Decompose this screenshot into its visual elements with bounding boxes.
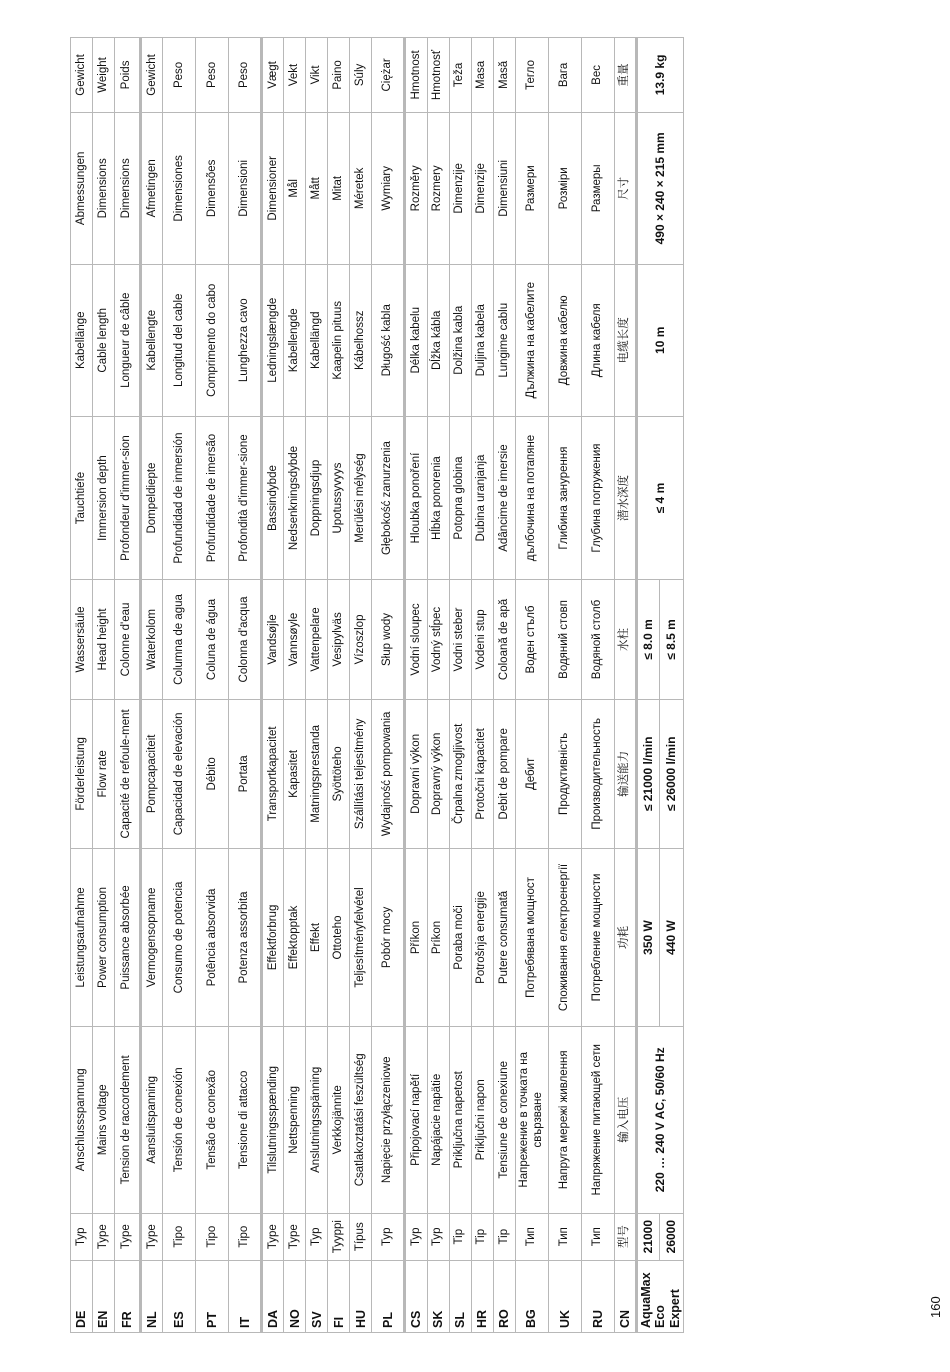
cell-weight: Ciężar [372, 38, 405, 113]
cell-lang: DA [262, 1260, 284, 1332]
cell-dimensions: Afmetingen [141, 112, 163, 264]
table-row [493, 38, 515, 1333]
cell-lang: CN [614, 1260, 636, 1332]
cell-type: Type [93, 1213, 115, 1260]
cell-voltage: Напрежение в точката на свързване [515, 1026, 548, 1213]
cell-cable: Дължина на кабелите [515, 264, 548, 416]
cell-voltage: Mains voltage [93, 1026, 115, 1213]
cell-lang: PT [196, 1260, 229, 1332]
cell-dimensions: Rozmery [427, 112, 449, 264]
cell-cable: Kabellengde [284, 264, 306, 416]
cell-type: Tipo [196, 1213, 229, 1260]
cell-lang: FI [328, 1260, 350, 1332]
cell-type: Típus [350, 1213, 372, 1260]
cell-flow: 输送能力 [614, 699, 636, 849]
cell-dimensions: Mitat [328, 112, 350, 264]
table-row [229, 38, 262, 1333]
cell-cable: Longueur de câble [115, 264, 141, 416]
cell-voltage: Napięcie przyłączeniowe [372, 1026, 405, 1213]
cell-head: Colonne d'eau [115, 580, 141, 699]
table-row [328, 38, 350, 1333]
cell-voltage: Nettspenning [284, 1026, 306, 1213]
cell-type: Tip [471, 1213, 493, 1260]
cell-cable: Lunghezza cavo [229, 264, 262, 416]
cell-power: Teljesítményfelvétel [350, 849, 372, 1027]
product-voltage: 220 … 240 V AC, 50/60 Hz [636, 1026, 683, 1213]
cell-weight: Súly [350, 38, 372, 113]
product-head: ≤ 8.0 m [636, 580, 660, 699]
cell-type: Тип [515, 1213, 548, 1260]
cell-depth: Doppningsdjup [306, 416, 328, 580]
cell-power: Потребявана мощност [515, 849, 548, 1027]
cell-voltage: Anschlussspannung [71, 1026, 93, 1213]
cell-depth: Hĺbka ponorenia [427, 416, 449, 580]
cell-head: Vattenpelare [306, 580, 328, 699]
cell-cable: Ledningslængde [262, 264, 284, 416]
cell-dimensions: Dimensions [93, 112, 115, 264]
cell-head: 水柱 [614, 580, 636, 699]
cell-dimensions: Dimensioner [262, 112, 284, 264]
cell-lang: NL [141, 1260, 163, 1332]
cell-lang: ES [163, 1260, 196, 1332]
product-model: 21000 [636, 1213, 660, 1260]
cell-head: Vízoszlop [350, 580, 372, 699]
cell-dimensions: Dimensions [115, 112, 141, 264]
cell-weight: Gewicht [141, 38, 163, 113]
cell-type: Type [284, 1213, 306, 1260]
cell-head: Vodní sloupec [405, 580, 427, 699]
cell-flow: Syöttöteho [328, 699, 350, 849]
table-row [350, 38, 372, 1333]
table-row [141, 38, 163, 1333]
product-head: ≤ 8.5 m [660, 580, 684, 699]
cell-flow: Kapasitet [284, 699, 306, 849]
table-row [515, 38, 548, 1333]
cell-dimensions: Размеры [581, 112, 614, 264]
cell-power: Effekt [306, 849, 328, 1027]
cell-dimensions: Dimensiuni [493, 112, 515, 264]
table-row [614, 38, 636, 1333]
table-row [372, 38, 405, 1333]
cell-dimensions: Dimenzije [449, 112, 471, 264]
cell-voltage: Tension de raccordement [115, 1026, 141, 1213]
cell-head: Waterkolom [141, 580, 163, 699]
cell-lang: UK [548, 1260, 581, 1332]
cell-depth: Adâncime de imersie [493, 416, 515, 580]
cell-weight: Teža [449, 38, 471, 113]
cell-type: Type [115, 1213, 141, 1260]
cell-flow: Capacité de refoule-ment [115, 699, 141, 849]
cell-cable: Lungime cablu [493, 264, 515, 416]
cell-depth: Profondità d'immer-sione [229, 416, 262, 580]
cell-dimensions: 尺寸 [614, 112, 636, 264]
cell-dimensions: Mål [284, 112, 306, 264]
cell-depth: Nedsenkningsdybde [284, 416, 306, 580]
cell-flow: Wydajność pompowania [372, 699, 405, 849]
cell-weight: Paino [328, 38, 350, 113]
cell-flow: Продуктивність [548, 699, 581, 849]
cell-power: Poraba moči [449, 849, 471, 1027]
product-power: 440 W [660, 849, 684, 1027]
cell-depth: Merülési mélység [350, 416, 372, 580]
cell-depth: Profundidad de inmersión [163, 416, 196, 580]
cell-dimensions: Wymiary [372, 112, 405, 264]
cell-cable: Довжина кабелю [548, 264, 581, 416]
cell-power: Vermogensopname [141, 849, 163, 1027]
cell-depth: Tauchtiefe [71, 416, 93, 580]
cell-flow: Črpalna zmogljivost [449, 699, 471, 849]
product-dimensions: 490 × 240 × 215 mm [636, 112, 683, 264]
cell-voltage: Напряжение питающей сети [581, 1026, 614, 1213]
cell-depth: Potopna globina [449, 416, 471, 580]
cell-voltage: Напруга мережі живлення [548, 1026, 581, 1213]
cell-head: Coloană de apă [493, 580, 515, 699]
cell-depth: Bassindybde [262, 416, 284, 580]
cell-flow: Matningsprestanda [306, 699, 328, 849]
cell-flow: Flow rate [93, 699, 115, 849]
cell-depth: Profondeur d'immer-sion [115, 416, 141, 580]
cell-weight: Vikt [306, 38, 328, 113]
cell-depth: 潜水深度 [614, 416, 636, 580]
cell-head: Воден стълб [515, 580, 548, 699]
cell-cable: Duljina kabela [471, 264, 493, 416]
cell-voltage: 输入电压 [614, 1026, 636, 1213]
cell-voltage: Verkkojännite [328, 1026, 350, 1213]
cell-weight: Poids [115, 38, 141, 113]
cell-voltage: Anslutningsspänning [306, 1026, 328, 1213]
table-row [449, 38, 471, 1333]
cell-head: Водяной столб [581, 580, 614, 699]
cell-head: Wassersäule [71, 580, 93, 699]
cell-type: Tipo [229, 1213, 262, 1260]
cell-flow: Débito [196, 699, 229, 849]
table-row [115, 38, 141, 1333]
cell-weight: Masă [493, 38, 515, 113]
product-model: 26000 [660, 1213, 684, 1260]
table-row [71, 38, 93, 1333]
product-flow: ≤ 26000 l/min [660, 699, 684, 849]
cell-voltage: Priključna napetost [449, 1026, 471, 1213]
cell-dimensions: Méretek [350, 112, 372, 264]
cell-head: Vandsøjle [262, 580, 284, 699]
page-number: 160 [928, 1296, 943, 1318]
cell-depth: Upotussyvyys [328, 416, 350, 580]
cell-lang: RO [493, 1260, 515, 1332]
cell-power: Потребление мощности [581, 849, 614, 1027]
cell-flow: Дебит [515, 699, 548, 849]
cell-lang: IT [229, 1260, 262, 1332]
technical-data-table [70, 37, 684, 1333]
cell-power: Príkon [427, 849, 449, 1027]
cell-dimensions: Dimensões [196, 112, 229, 264]
cell-dimensions: Dimenzije [471, 112, 493, 264]
table-row [196, 38, 229, 1333]
cell-weight: Weight [93, 38, 115, 113]
cell-head: Vesipylväs [328, 580, 350, 699]
cell-voltage: Priključni napon [471, 1026, 493, 1213]
cell-power: Potência absorvida [196, 849, 229, 1027]
cell-weight: Gewicht [71, 38, 93, 113]
cell-cable: Dolžina kabla [449, 264, 471, 416]
cell-power: Potenza assorbita [229, 849, 262, 1027]
cell-depth: Głębokość zanurzenia [372, 416, 405, 580]
cell-flow: Portata [229, 699, 262, 849]
table-row [93, 38, 115, 1333]
cell-power: Příkon [405, 849, 427, 1027]
cell-power: Ottoteho [328, 849, 350, 1027]
cell-cable: 电缆长度 [614, 264, 636, 416]
cell-type: Tip [449, 1213, 471, 1260]
product-flow: ≤ 21000 l/min [636, 699, 660, 849]
product-cable: 10 m [636, 264, 683, 416]
table-row [405, 38, 427, 1333]
cell-lang: SK [427, 1260, 449, 1332]
cell-depth: Hloubka ponoření [405, 416, 427, 580]
cell-cable: Kabellengte [141, 264, 163, 416]
cell-flow: Förderleistung [71, 699, 93, 849]
cell-lang: HR [471, 1260, 493, 1332]
cell-head: Vannsøyle [284, 580, 306, 699]
cell-flow: Protočni kapacitet [471, 699, 493, 849]
cell-lang: BG [515, 1260, 548, 1332]
cell-head: Vodeni stup [471, 580, 493, 699]
cell-flow: Transportkapacitet [262, 699, 284, 849]
cell-power: Leistungsaufnahme [71, 849, 93, 1027]
cell-cable: Longitud del cable [163, 264, 196, 416]
cell-cable: Kabellänge [71, 264, 93, 416]
table-row [548, 38, 581, 1333]
cell-lang: PL [372, 1260, 405, 1332]
table-row [581, 38, 614, 1333]
cell-dimensions: Dimensioni [229, 112, 262, 264]
cell-type: 型号 [614, 1213, 636, 1260]
cell-head: Vodný stĺpec [427, 580, 449, 699]
cell-dimensions: Abmessungen [71, 112, 93, 264]
cell-weight: Hmotnost [405, 38, 427, 113]
cell-dimensions: Розміри [548, 112, 581, 264]
product-weight: 13.9 kg [636, 38, 683, 113]
cell-type: Tipo [163, 1213, 196, 1260]
cell-cable: Długość kabla [372, 264, 405, 416]
cell-dimensions: Mått [306, 112, 328, 264]
cell-flow: Debit de pompare [493, 699, 515, 849]
cell-type: Тип [548, 1213, 581, 1260]
cell-type: Type [141, 1213, 163, 1260]
cell-power: Effektforbrug [262, 849, 284, 1027]
product-depth: ≤ 4 m [636, 416, 683, 580]
cell-flow: Szállítási teljesítmény [350, 699, 372, 849]
cell-power: Putere consumată [493, 849, 515, 1027]
product-power: 350 W [636, 849, 660, 1027]
cell-cable: Dĺžka kábla [427, 264, 449, 416]
cell-depth: Глибина занурення [548, 416, 581, 580]
cell-power: Puissance absorbée [115, 849, 141, 1027]
cell-type: Typ [71, 1213, 93, 1260]
cell-weight: Вес [581, 38, 614, 113]
cell-type: Typ [427, 1213, 449, 1260]
cell-type: Typ [405, 1213, 427, 1260]
cell-type: Tip [493, 1213, 515, 1260]
cell-voltage: Napájacie napätie [427, 1026, 449, 1213]
cell-head: Coluna de água [196, 580, 229, 699]
cell-weight: Peso [196, 38, 229, 113]
cell-weight: Вага [548, 38, 581, 113]
table-row [427, 38, 449, 1333]
cell-lang: DE [71, 1260, 93, 1332]
cell-weight: Vægt [262, 38, 284, 113]
table-row [262, 38, 284, 1333]
cell-head: Słup wody [372, 580, 405, 699]
cell-head: Colonna d'acqua [229, 580, 262, 699]
table-body [71, 38, 684, 1333]
cell-depth: Immersion depth [93, 416, 115, 580]
cell-power: Effektopptak [284, 849, 306, 1027]
cell-voltage: Tensión de conexión [163, 1026, 196, 1213]
cell-flow: Dopravný výkon [427, 699, 449, 849]
table-row [163, 38, 196, 1333]
product-name: AquaMax Eco Expert [636, 1260, 683, 1332]
cell-voltage: Aansluitspanning [141, 1026, 163, 1213]
product-row [636, 38, 660, 1333]
cell-power: Potrošnja energije [471, 849, 493, 1027]
cell-lang: HU [350, 1260, 372, 1332]
cell-depth: дълбочина на потапяне [515, 416, 548, 580]
cell-lang: NO [284, 1260, 306, 1332]
cell-head: Водяний стовп [548, 580, 581, 699]
cell-weight: Hmotnosť [427, 38, 449, 113]
cell-type: Typ [306, 1213, 328, 1260]
cell-lang: SV [306, 1260, 328, 1332]
cell-head: Head height [93, 580, 115, 699]
cell-weight: Masa [471, 38, 493, 113]
cell-dimensions: Размери [515, 112, 548, 264]
cell-power: Consumo de potencia [163, 849, 196, 1027]
cell-voltage: Tensão de conexão [196, 1026, 229, 1213]
cell-cable: Comprimento do cabo [196, 264, 229, 416]
cell-weight: Тегло [515, 38, 548, 113]
cell-voltage: Tilslutningsspænding [262, 1026, 284, 1213]
cell-cable: Cable length [93, 264, 115, 416]
cell-depth: Dompeldiepte [141, 416, 163, 580]
cell-cable: Длина кабеля [581, 264, 614, 416]
cell-weight: Vekt [284, 38, 306, 113]
cell-lang: FR [115, 1260, 141, 1332]
cell-weight: Peso [229, 38, 262, 113]
cell-type: Typ [372, 1213, 405, 1260]
cell-depth: Глубина погружения [581, 416, 614, 580]
table-row [284, 38, 306, 1333]
cell-lang: EN [93, 1260, 115, 1332]
cell-power: 功耗 [614, 849, 636, 1027]
cell-cable: Kaapelin pituus [328, 264, 350, 416]
cell-voltage: Tensiune de conexiune [493, 1026, 515, 1213]
cell-power: Споживання електроенергії [548, 849, 581, 1027]
cell-dimensions: Rozměry [405, 112, 427, 264]
cell-flow: Производительность [581, 699, 614, 849]
cell-voltage: Tensione di attacco [229, 1026, 262, 1213]
cell-type: Type [262, 1213, 284, 1260]
cell-depth: Profundidade de imersão [196, 416, 229, 580]
cell-cable: Délka kabelu [405, 264, 427, 416]
cell-head: Vodni steber [449, 580, 471, 699]
table-row [306, 38, 328, 1333]
cell-lang: RU [581, 1260, 614, 1332]
cell-depth: Dubina uranjanja [471, 416, 493, 580]
cell-cable: Kabellängd [306, 264, 328, 416]
cell-cable: Kábelhossz [350, 264, 372, 416]
cell-flow: Dopravní výkon [405, 699, 427, 849]
cell-head: Columna de agua [163, 580, 196, 699]
cell-dimensions: Dimensiones [163, 112, 196, 264]
cell-power: Power consumption [93, 849, 115, 1027]
cell-weight: 重量 [614, 38, 636, 113]
cell-power: Pobór mocy [372, 849, 405, 1027]
cell-lang: SL [449, 1260, 471, 1332]
cell-type: Тип [581, 1213, 614, 1260]
cell-lang: CS [405, 1260, 427, 1332]
cell-flow: Pompcapaciteit [141, 699, 163, 849]
cell-voltage: Připojovací napětí [405, 1026, 427, 1213]
table-row [471, 38, 493, 1333]
cell-voltage: Csatlakoztatási feszültség [350, 1026, 372, 1213]
cell-flow: Capacidad de elevación [163, 699, 196, 849]
cell-weight: Peso [163, 38, 196, 113]
cell-type: Tyyppi [328, 1213, 350, 1260]
